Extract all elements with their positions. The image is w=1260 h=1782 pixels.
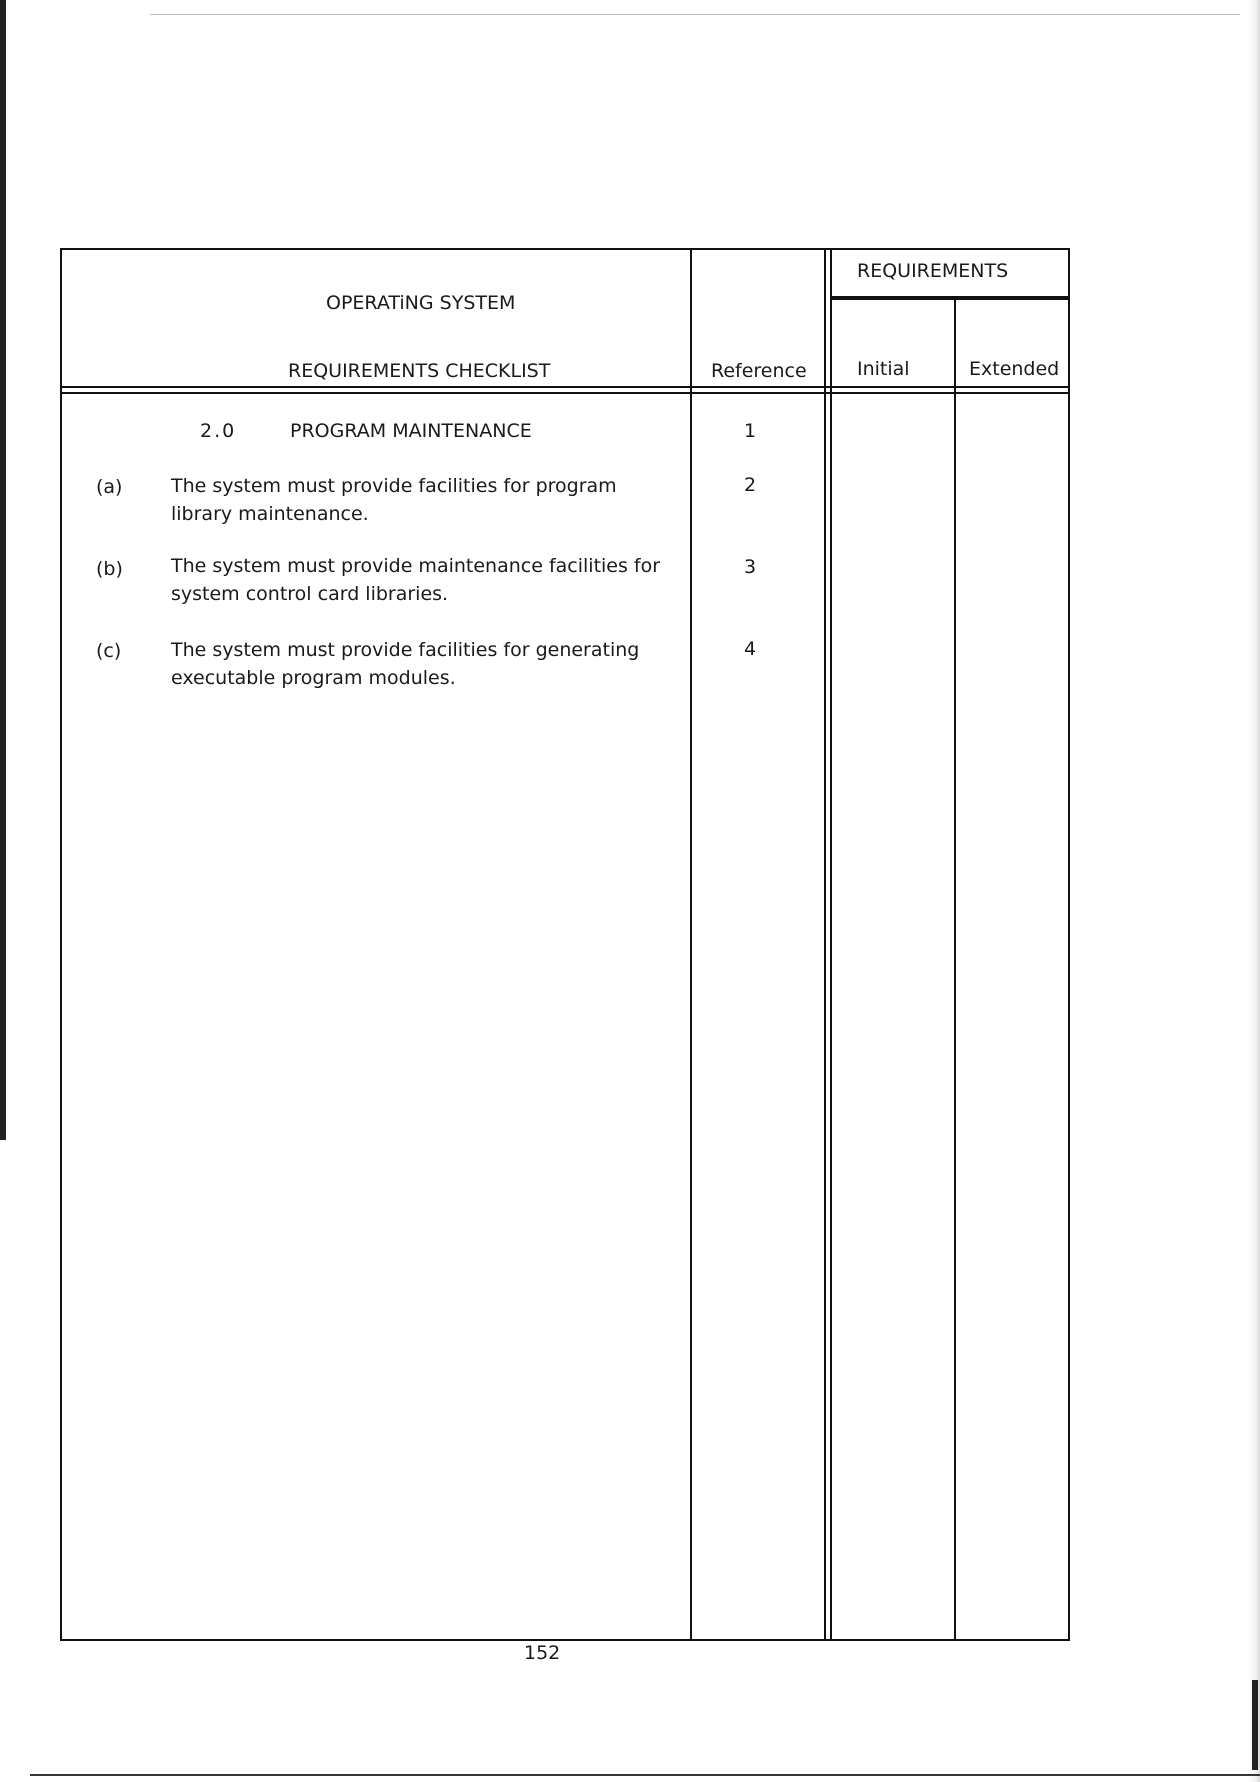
item-reference: 2 [744, 474, 757, 496]
scan-left-edge [0, 0, 6, 1140]
scan-top-edge [150, 14, 1240, 15]
extended-column-header: Extended [969, 358, 1060, 380]
section-title: PROGRAM MAINTENANCE [290, 420, 532, 442]
item-text [171, 636, 639, 692]
item-text-line2: executable program modules. [171, 667, 456, 689]
item-reference: 3 [744, 556, 757, 578]
section-number: 2.0 [200, 420, 237, 442]
scan-right-mark [1252, 1680, 1258, 1770]
checklist-table [60, 248, 1070, 1641]
page-number: 152 [524, 1642, 561, 1664]
item-text-line1: The system must provide facilities for program [171, 475, 617, 497]
reference-column-divider [690, 248, 692, 1641]
scan-right-edge [1248, 0, 1260, 1782]
item-text-line2: library maintenance. [171, 503, 369, 525]
requirements-column-divider-b [830, 248, 832, 1641]
section-reference: 1 [744, 420, 757, 442]
scan-bottom-edge [30, 1774, 1260, 1776]
table-title-line1: OPERATiNG SYSTEM [326, 292, 516, 314]
item-text-line1: The system must provide facilities for generating [171, 639, 640, 661]
item-text-line2: system control card libraries. [171, 583, 449, 605]
header-bottom-rule-b [60, 392, 1070, 394]
requirements-group-underline [830, 296, 1070, 300]
requirements-group-header: REQUIREMENTS [857, 260, 1009, 282]
table-title-line2: REQUIREMENTS CHECKLIST [288, 360, 551, 382]
reference-column-header: Reference [711, 360, 807, 382]
item-text [171, 552, 660, 608]
item-label: (b) [96, 558, 123, 580]
header-bottom-rule-a [60, 386, 1070, 388]
item-text [171, 472, 617, 528]
requirements-column-divider-a [824, 248, 826, 1641]
item-text-line1: The system must provide maintenance facilities for [171, 555, 661, 577]
item-reference: 4 [744, 638, 757, 660]
initial-column-header: Initial [857, 358, 910, 380]
initial-extended-divider [954, 298, 956, 1641]
item-label: (c) [96, 640, 122, 662]
item-label: (a) [96, 476, 123, 498]
